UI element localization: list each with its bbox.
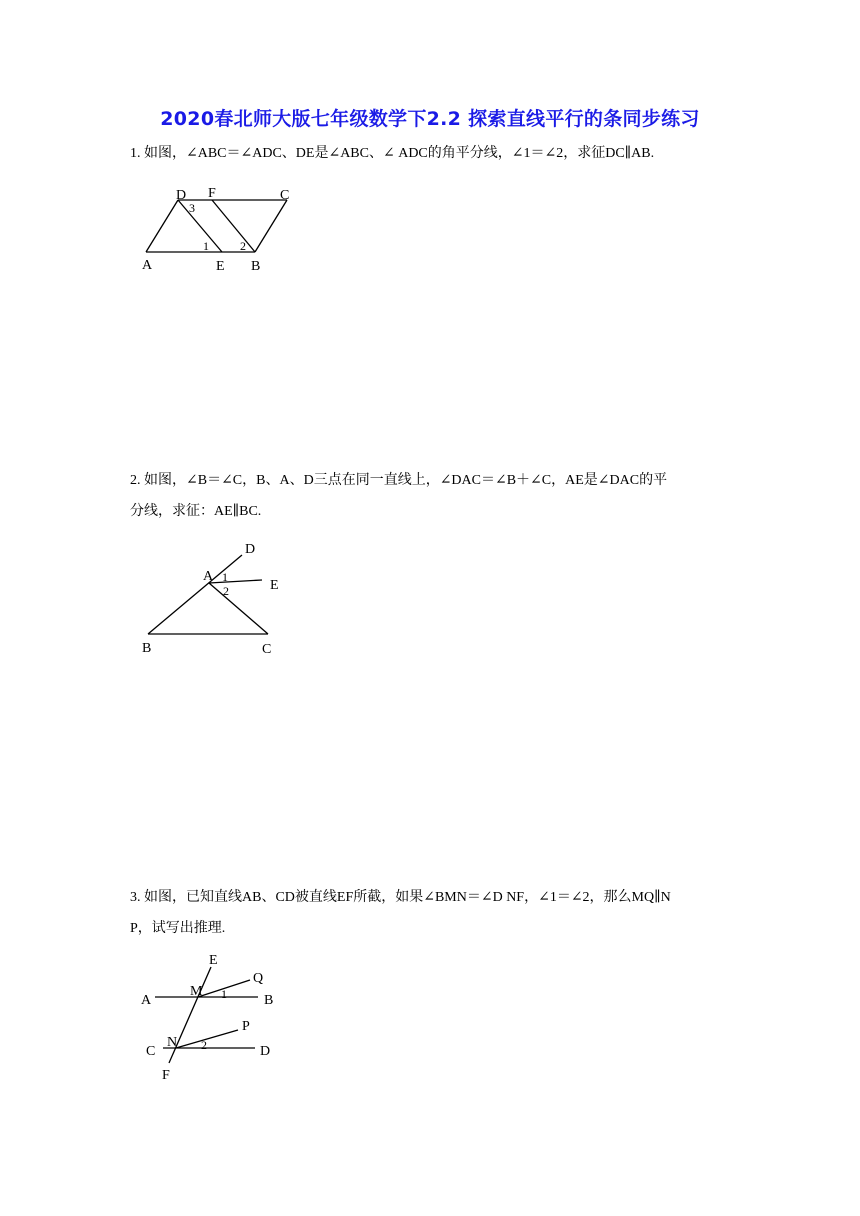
fig3-label-F: F bbox=[162, 1068, 170, 1083]
fig3-label-A: A bbox=[141, 993, 152, 1008]
fig3-label-D: D bbox=[260, 1044, 271, 1059]
fig1-label-B: B bbox=[251, 259, 261, 274]
question-2-line-1: 2. 如图，∠B＝∠C，B、A、D三点在同一直线上，∠DAC＝∠B＋∠C，AE是∠DAC的平 bbox=[130, 473, 668, 488]
fig3-label-C: C bbox=[146, 1044, 156, 1059]
fig2-label-A: A bbox=[203, 569, 214, 584]
fig2-label-1: 1 bbox=[222, 570, 228, 584]
fig1-label-1: 1 bbox=[203, 239, 209, 253]
fig3-label-P: P bbox=[242, 1019, 250, 1034]
fig3-label-1: 1 bbox=[221, 987, 227, 1001]
fig1-label-3: 3 bbox=[189, 201, 195, 215]
fig2-label-D: D bbox=[245, 542, 256, 557]
fig3-ray-NP bbox=[176, 1030, 238, 1048]
question-1-text: 如图，∠ABC＝∠ADC、DE是∠ABC、∠ ADC的角平分线，∠1＝∠2，求征DC∥AB. bbox=[144, 146, 655, 161]
fig1-label-2: 2 bbox=[240, 239, 246, 253]
question-3-line-2: P，试写出推理. bbox=[130, 921, 226, 936]
fig3-label-2: 2 bbox=[201, 1038, 207, 1052]
fig1-label-A: A bbox=[142, 258, 153, 273]
page-title: 2020春北师大版七年级数学下2.2 探索直线平行的条同步练习 bbox=[160, 108, 700, 130]
question-3-line-1: 3. 如图，已知直线AB、CD被直线EF所截，如果∠BMN＝∠D NF，∠1＝∠2，那么MQ∥N bbox=[130, 890, 671, 905]
fig2-label-E: E bbox=[270, 578, 279, 593]
fig2-label-B: B bbox=[142, 641, 152, 656]
fig3-label-M: M bbox=[190, 984, 203, 999]
fig3-label-N: N bbox=[167, 1035, 178, 1050]
fig1-label-D: D bbox=[176, 188, 187, 203]
question-2-line-2: 分线，求征：AE∥BC. bbox=[130, 504, 262, 519]
fig2-label-2: 2 bbox=[223, 584, 229, 598]
fig1-label-C: C bbox=[280, 188, 290, 203]
fig3-label-Q: Q bbox=[253, 971, 264, 986]
fig1-label-F: F bbox=[208, 186, 216, 201]
question-2-number: 2. bbox=[130, 473, 144, 488]
fig3-label-B: B bbox=[264, 993, 274, 1008]
question-3-number: 3. bbox=[130, 890, 144, 905]
fig1-label-E: E bbox=[216, 259, 225, 274]
fig2-label-C: C bbox=[262, 642, 272, 657]
question-1-number: 1. bbox=[130, 146, 144, 161]
fig3-label-E: E bbox=[209, 953, 218, 968]
